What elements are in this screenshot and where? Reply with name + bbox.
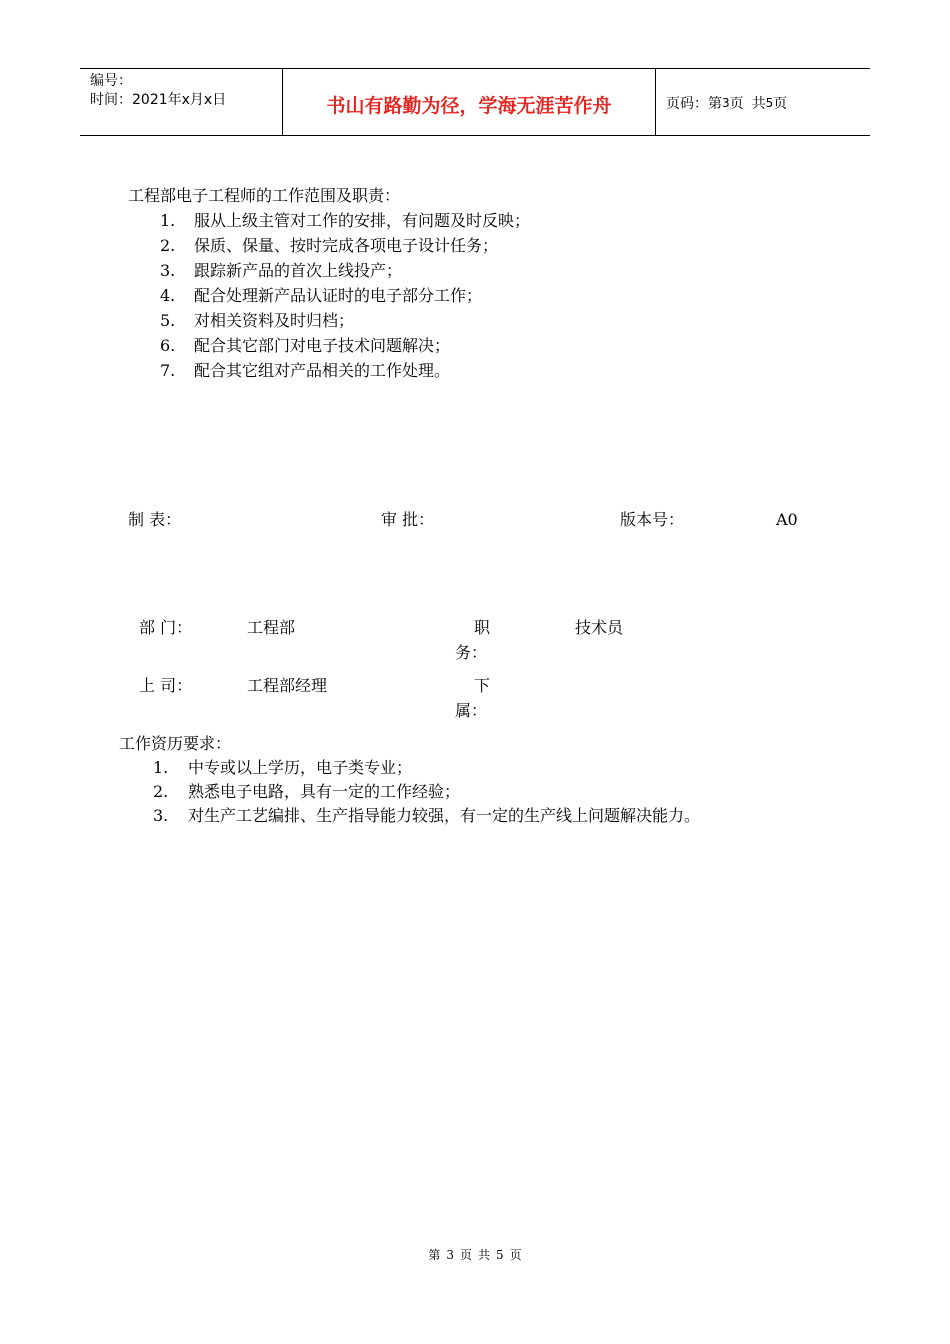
resp-item-num: 7.: [160, 361, 176, 380]
dept-value: 工程部: [247, 618, 296, 637]
resp-item-text: 配合其它部门对电子技术问题解决；: [194, 336, 451, 355]
resp-item-text: 服从上级主管对工作的安排，有问题及时反映；: [194, 211, 531, 230]
footer-total-label: 共: [478, 1248, 491, 1262]
qual-item-num: 1.: [153, 758, 169, 777]
time-line: [90, 91, 282, 110]
qualifications-heading: 工作资历要求：: [119, 734, 232, 753]
title-value: 技术员: [575, 618, 624, 637]
resp-item-num: 5.: [160, 311, 176, 330]
resp-item-num: 3.: [160, 261, 176, 280]
page-label: 页码：第: [666, 96, 722, 112]
resp-item-text: 跟踪新产品的首次上线投产；: [194, 261, 403, 280]
time-value: 2021年x月x日: [132, 92, 227, 108]
page-current: 3: [722, 96, 730, 110]
qual-item-text: 中专或以上学历，电子类专业；: [188, 758, 413, 777]
resp-item-num: 2.: [160, 236, 176, 255]
approve-label: 审 批：: [381, 510, 435, 529]
footer-total: 5: [496, 1248, 504, 1262]
document-header: [80, 68, 870, 136]
footer-prefix: 第: [428, 1248, 441, 1262]
qual-item-num: 3.: [153, 806, 169, 825]
sub-label-line1: 下: [474, 676, 491, 695]
page-total: 5: [765, 96, 774, 110]
qual-item-text: 对生产工艺编排、生产指导能力较强，有一定的生产线上问题解决能力。: [188, 806, 701, 825]
resp-item-text: 配合其它组对产品相关的工作处理。: [194, 361, 451, 380]
qual-item-num: 2.: [153, 782, 169, 801]
page-mid: 页: [729, 96, 744, 112]
boss-label: 上 司：: [139, 676, 193, 695]
footer-mid: 页: [459, 1248, 472, 1262]
resp-item-num: 1.: [160, 211, 176, 230]
number-label: 编号：: [90, 73, 132, 89]
title-label-line2: 务：: [455, 643, 488, 662]
resp-item-text: 配合处理新产品认证时的电子部分工作；: [194, 286, 483, 305]
page-total-label: 共: [751, 96, 766, 112]
resp-item-text: 保质、保量、按时完成各项电子设计任务；: [194, 236, 499, 255]
sub-label-line2: 属：: [455, 701, 488, 720]
resp-item-num: 4.: [160, 286, 176, 305]
time-label: 时间：: [90, 92, 132, 108]
header-meta: [80, 69, 283, 135]
header-motto: 书山有路勤为径，学海无涯苦作舟: [283, 69, 656, 135]
version-value: A0: [776, 510, 798, 529]
header-page-number: [656, 69, 870, 135]
responsibilities-heading: 工程部电子工程师的工作范围及职责：: [128, 186, 401, 205]
title-label-line1: 职: [474, 618, 491, 637]
page-footer: [0, 1246, 950, 1263]
resp-item-text: 对相关资料及时归档；: [194, 311, 355, 330]
qual-item-text: 熟悉电子电路，具有一定的工作经验；: [188, 782, 461, 801]
footer-current: 3: [446, 1248, 454, 1262]
dept-label: 部 门：: [139, 618, 193, 637]
page-end: 页: [773, 96, 788, 112]
version-label: 版本号：: [620, 510, 685, 529]
resp-item-num: 6.: [160, 336, 176, 355]
footer-suffix: 页: [509, 1248, 522, 1262]
made-by-label: 制 表：: [128, 510, 182, 529]
boss-value: 工程部经理: [247, 676, 328, 695]
